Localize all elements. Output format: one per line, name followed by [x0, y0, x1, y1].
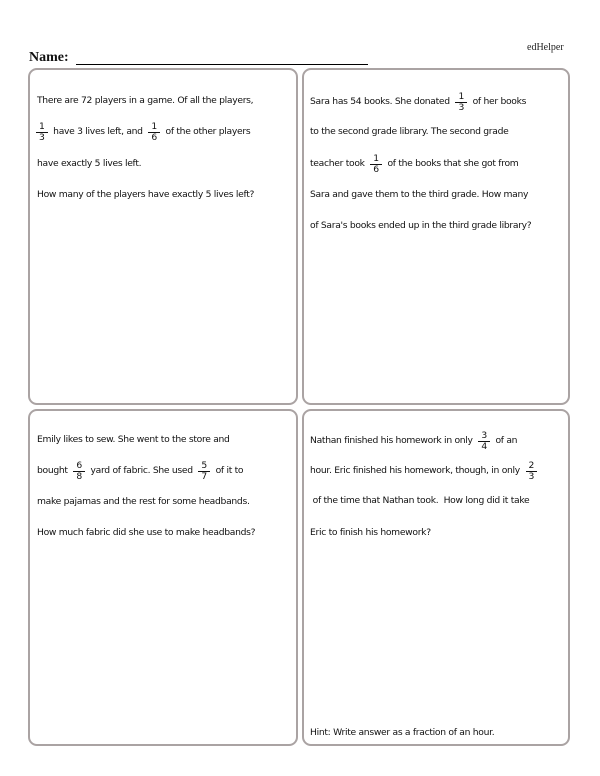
fraction — [455, 92, 467, 113]
numerator: 1 — [36, 122, 48, 133]
denominator: 4 — [481, 441, 487, 452]
fraction — [73, 461, 85, 482]
problem-3-line-1: Emily likes to sew. She went to the store and — [37, 434, 230, 445]
text: Sara has 54 books. She donated — [310, 96, 453, 107]
numerator: 3 — [478, 431, 490, 442]
text: of it to — [212, 465, 244, 476]
denominator: 8 — [76, 471, 82, 482]
problem-2-line-3 — [310, 153, 518, 174]
text: of her books — [469, 96, 527, 107]
text: hour. Eric finished his homework, though, in only — [310, 465, 523, 476]
problem-3-line-3: make pajamas and the rest for some headbands. — [37, 496, 250, 507]
denominator: 6 — [151, 132, 157, 143]
brand-label: edHelper — [527, 42, 564, 53]
text: have 3 lives left, and — [50, 126, 146, 137]
problem-2-line-5: of Sara's books ended up in the third grade library? — [310, 220, 532, 231]
numerator: 1 — [148, 122, 160, 133]
fraction — [36, 122, 48, 143]
problem-1-line-1: There are 72 players in a game. Of all the players, — [37, 95, 254, 106]
fraction — [370, 154, 382, 175]
problem-1-line-4: How many of the players have exactly 5 lives left? — [37, 189, 255, 200]
problem-4-line-1 — [310, 430, 517, 451]
fraction — [526, 461, 538, 482]
problem-4-line-3: of the time that Nathan took. How long did it take — [310, 495, 530, 506]
text: teacher took — [310, 158, 368, 169]
denominator: 3 — [528, 471, 535, 482]
fraction — [198, 461, 210, 482]
numerator: 5 — [198, 461, 210, 472]
name-label: Name: — [29, 50, 69, 65]
numerator: 1 — [455, 92, 467, 103]
problem-3-line-2 — [37, 460, 243, 481]
problem-3-line-4: How much fabric did she use to make headbands? — [37, 527, 256, 538]
denominator: 7 — [201, 471, 207, 482]
problem-2-line-4: Sara and gave them to the third grade. How many — [310, 189, 529, 200]
text: bought — [37, 465, 71, 476]
denominator: 3 — [458, 102, 464, 113]
name-line[interactable] — [76, 64, 368, 65]
numerator: 2 — [526, 461, 538, 472]
numerator: 1 — [370, 154, 382, 165]
denominator: 3 — [39, 132, 45, 143]
text: of the books that she got from — [384, 158, 519, 169]
text: yard of fabric. She used — [87, 465, 196, 476]
denominator: 6 — [373, 164, 379, 175]
text: of an — [492, 435, 518, 446]
problem-2-line-1 — [310, 91, 526, 112]
problem-2-line-2: to the second grade library. The second grade — [310, 126, 509, 137]
problem-box-1 — [28, 68, 298, 405]
fraction — [478, 431, 490, 452]
text: Nathan finished his homework in only — [310, 435, 476, 446]
numerator: 6 — [73, 461, 85, 472]
problem-4-line-4: Eric to finish his homework? — [310, 527, 431, 538]
problem-1-line-3: have exactly 5 lives left. — [37, 158, 142, 169]
problem-4-line-2 — [310, 460, 540, 481]
problem-4-hint: Hint: Write answer as a fraction of an hour. — [310, 727, 495, 738]
text: of the other players — [162, 126, 251, 137]
problem-box-2 — [302, 68, 570, 405]
fraction — [148, 122, 160, 143]
problem-1-line-2 — [33, 121, 250, 142]
